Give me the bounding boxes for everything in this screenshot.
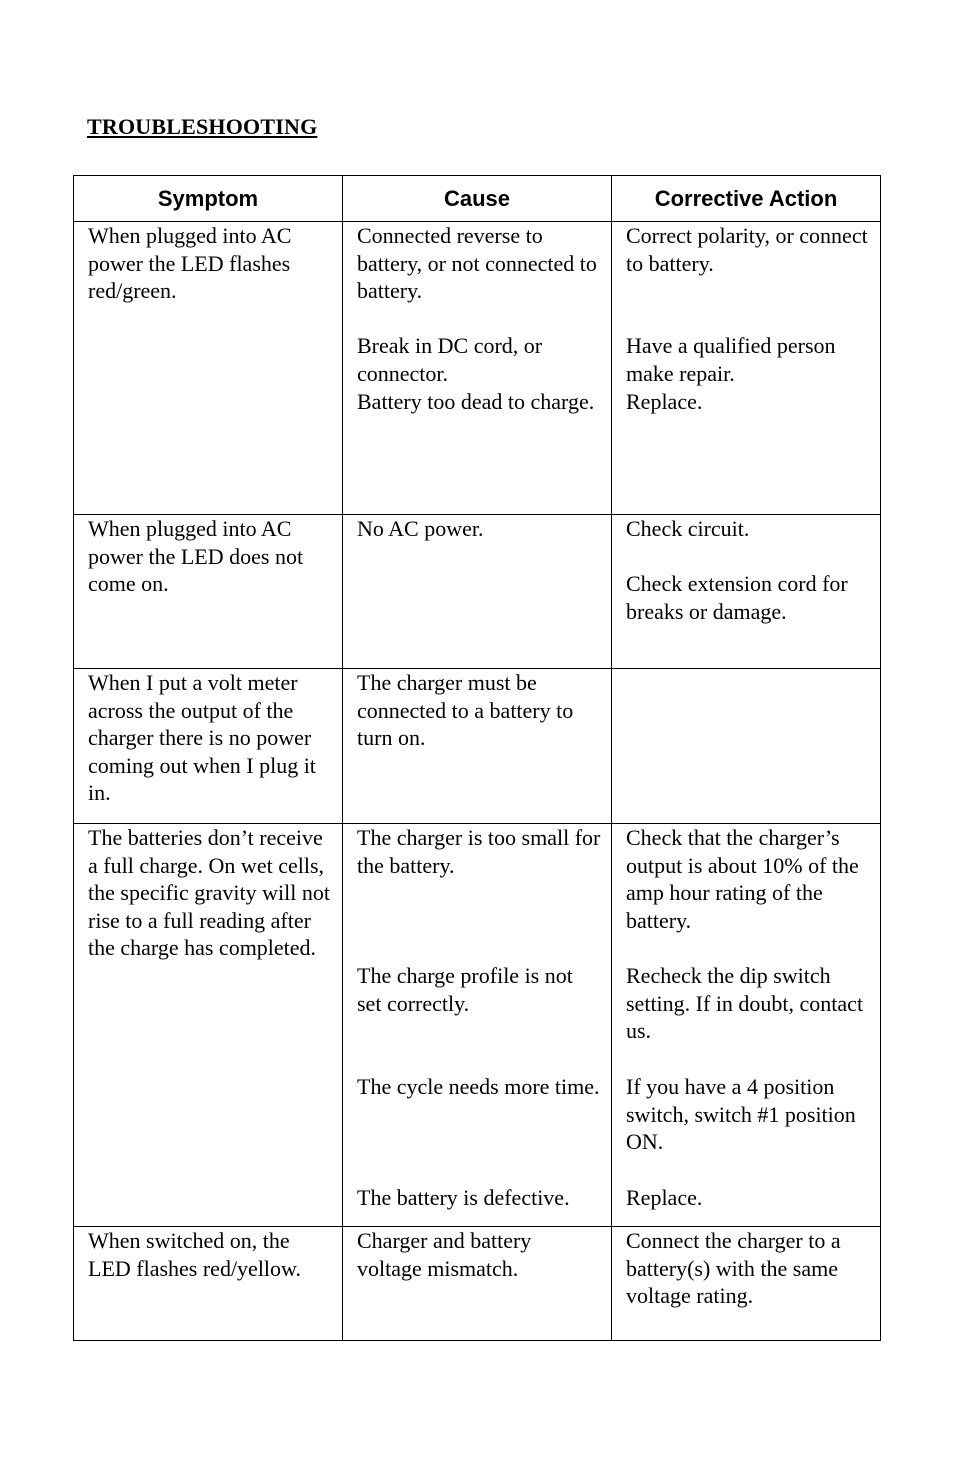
cause-cell bbox=[343, 1227, 612, 1341]
table-row bbox=[74, 669, 881, 824]
cause-text: The charge profile is not set correctly. bbox=[357, 963, 573, 1016]
symptom-cell bbox=[74, 824, 343, 1227]
action-text: Replace. bbox=[626, 1185, 703, 1210]
symptom-cell bbox=[74, 222, 343, 515]
symptom-text: When plugged into AC power the LED flashes red/green. bbox=[88, 223, 292, 304]
table-row bbox=[74, 515, 881, 669]
column-header-symptom: Symptom bbox=[74, 176, 343, 222]
action-cell bbox=[612, 1227, 881, 1341]
symptom-cell bbox=[74, 669, 343, 824]
action-text: Recheck the dip switch setting. If in doubt, contact us. bbox=[626, 963, 864, 1044]
column-header-cause: Cause bbox=[343, 176, 612, 222]
action-text: Correct polarity, or connect to battery. bbox=[626, 223, 868, 276]
page-title: TROUBLESHOOTING bbox=[87, 114, 318, 139]
action-cell bbox=[612, 515, 881, 669]
column-header-corrective-action: Corrective Action bbox=[612, 176, 881, 222]
symptom-text: When switched on, the LED flashes red/yellow. bbox=[88, 1228, 302, 1281]
table-row bbox=[74, 824, 881, 1227]
cause-text: Break in DC cord, or connector. bbox=[357, 333, 543, 386]
cause-text: No AC power. bbox=[357, 516, 484, 541]
action-cell bbox=[612, 222, 881, 515]
symptom-cell bbox=[74, 1227, 343, 1341]
troubleshooting-table bbox=[73, 175, 881, 1341]
action-cell bbox=[612, 824, 881, 1227]
action-text: Check circuit. bbox=[626, 516, 750, 541]
cause-text: The battery is defective. bbox=[357, 1185, 570, 1210]
cause-cell bbox=[343, 222, 612, 515]
action-text: If you have a 4 position switch, switch #1 position ON. bbox=[626, 1074, 856, 1155]
symptom-text: The batteries don’t receive a full charge. On wet cells, the specific gravity will not rise to a full reading after the charge has completed. bbox=[88, 825, 330, 961]
action-cell bbox=[612, 669, 881, 824]
action-text: Have a qualified person make repair. bbox=[626, 333, 836, 386]
action-text: Connect the charger to a battery(s) with the same voltage rating. bbox=[626, 1228, 841, 1309]
cause-cell bbox=[343, 824, 612, 1227]
action-text: Replace. bbox=[626, 389, 703, 414]
cause-text: Connected reverse to battery, or not connected to battery. bbox=[357, 223, 597, 304]
symptom-text: When I put a volt meter across the output of the charger there is no power coming out when I plug it in. bbox=[88, 670, 316, 806]
table-row bbox=[74, 1227, 881, 1341]
symptom-text: When plugged into AC power the LED does not come on. bbox=[88, 516, 304, 597]
cause-cell bbox=[343, 515, 612, 669]
cause-text: Charger and battery voltage mismatch. bbox=[357, 1228, 532, 1281]
action-text: Check that the charger’s output is about 10% of the amp hour rating of the battery. bbox=[626, 825, 859, 933]
cause-text: The charger is too small for the battery. bbox=[357, 825, 601, 878]
table-header-row bbox=[74, 176, 881, 222]
symptom-cell bbox=[74, 515, 343, 669]
cause-text: The cycle needs more time. bbox=[357, 1074, 600, 1099]
cause-text: The charger must be connected to a battery to turn on. bbox=[357, 670, 574, 751]
action-text: Check extension cord for breaks or damage. bbox=[626, 571, 848, 624]
cause-text: Battery too dead to charge. bbox=[357, 389, 595, 414]
table-row bbox=[74, 222, 881, 515]
cause-cell bbox=[343, 669, 612, 824]
